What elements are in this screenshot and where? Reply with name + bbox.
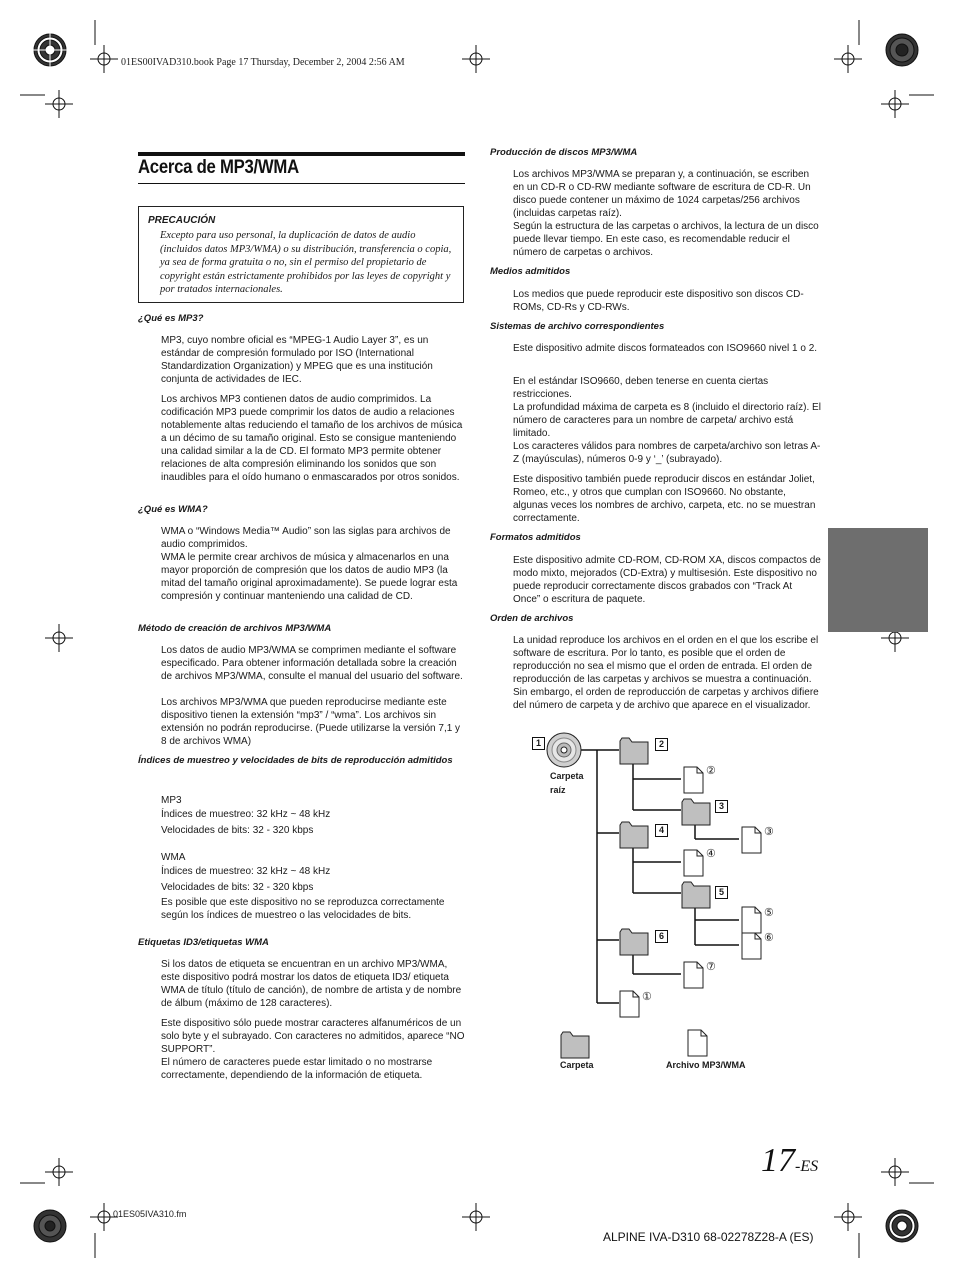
paragraph: La unidad reproduce los archivos en el orden en el que los escribe el software de escritura. Por lo tanto, es posible que el orden de reproducción no sea el mismo que el orden de entrada. El orden de reproducción de las carpetas y archivos se muestra a continuación. Sin embargo, el orden de reproducción de carpetas y archivos difiere del número de carpeta y de archivo que aparece en el visualizador. — [513, 635, 819, 711]
paragraph: Los medios que puede reproducir este dispositivo son discos CD-ROMs, CD-Rs y CD-RWs. — [513, 289, 804, 313]
rates-mp3-label: MP3 — [161, 795, 182, 806]
circle-label-7: ⑦ — [706, 961, 716, 973]
rates-mp3-bitrate: Velocidades de bits: 32 - 320 kbps — [161, 825, 314, 836]
page-number-suffix: -ES — [795, 1158, 819, 1175]
circle-label-2: ② — [706, 765, 716, 777]
page-number — [761, 1142, 818, 1180]
folder-icon — [620, 822, 648, 848]
rates-wma-sampling: Índices de muestreo: 32 kHz ~ 48 kHz — [161, 866, 331, 877]
rates-wma-bitrate: Velocidades de bits: 32 - 320 kbps — [161, 882, 314, 893]
section-heading-production: Producción de discos MP3/WMA — [490, 147, 638, 158]
legend-file-icon — [688, 1030, 707, 1056]
paragraph: Este dispositivo admite CD-ROM, CD-ROM XA, discos compactos de modo mixto, mejorados (CD-Extra) y multisesión. Este dispositivo no puede reproducir correctamente discos grabados con “Track At Once” o escritura de paquete. — [513, 555, 821, 605]
page-title: Acerca de MP3/WMA — [138, 157, 299, 178]
paragraph: El número de caracteres puede estar limitado o no mostrarse correctamente, dependiendo de la información de etiqueta. — [161, 1057, 433, 1081]
page-number-value: 17 — [761, 1142, 795, 1179]
folder-icon — [620, 738, 648, 764]
rates-wma-label: WMA — [161, 852, 186, 863]
paragraph: Los archivos MP3 contienen datos de audio comprimidos. La codificación MP3 puede comprimir los datos de audio a relaciones notablemente altas reduciendo el tamaño de los archivos de música a un décimo de su tamaño original. Esto se consigue manteniendo una calidad similar a la de CD. El formato MP3 permite obtener relaciones de alta compresión eliminando los sonidos que son inaudibles para el oído humano o enmascarados por otros sonidos. — [161, 394, 463, 483]
paragraph: WMA o “Windows Media™ Audio” son las siglas para archivos de audio comprimidos. — [161, 526, 451, 550]
section-heading-what-wma: ¿Qué es WMA? — [138, 504, 208, 515]
paragraph: Los archivos MP3/WMA que pueden reproducirse mediante este dispositivo tienen la extensión “mp3” / “wma”. Los archivos sin extensión no podrán reproducirse. (Puede utilizarse la versión 7,1 y 8 de archivos WMA) — [161, 697, 461, 747]
file-icon — [742, 907, 761, 933]
box-label-5: 5 — [715, 886, 728, 899]
print-meta-top: 01ES00IVAD310.book Page 17 Thursday, December 2, 2004 2:56 AM — [121, 57, 405, 68]
box-label-4: 4 — [655, 824, 668, 837]
paragraph: Este dispositivo también puede reproducir discos en estándar Joliet, Romeo, etc., y otros que cumplan con ISO9660. No obstante, algunas veces los nombres de archivo, carpeta, etc. no se muestran correctamente. — [513, 474, 816, 524]
folder-icon — [620, 929, 648, 955]
paragraph: En el estándar ISO9660, deben tenerse en cuenta ciertas restricciones. — [513, 376, 769, 400]
folder-icon — [682, 882, 710, 908]
circle-label-1: ① — [642, 991, 652, 1003]
box-label-2: 2 — [655, 738, 668, 751]
legend-file-label: Archivo MP3/WMA — [666, 1060, 746, 1070]
rates-mp3-sampling: Índices de muestreo: 32 kHz ~ 48 kHz — [161, 809, 331, 820]
section-heading-order: Orden de archivos — [490, 613, 574, 624]
box-label-1: 1 — [532, 737, 545, 750]
file-icon — [620, 991, 639, 1017]
root-folder-label-1: Carpeta — [550, 771, 584, 781]
section-heading-filesystems: Sistemas de archivo correspondientes — [490, 321, 665, 332]
circle-label-5: ⑤ — [764, 907, 774, 919]
box-label-3: 3 — [715, 800, 728, 813]
section-heading-method: Método de creación de archivos MP3/WMA — [138, 623, 332, 634]
section-heading-what-mp3: ¿Qué es MP3? — [138, 313, 204, 324]
paragraph: Los datos de audio MP3/WMA se comprimen mediante el software especificado. Para obtener información detallada sobre la creación de archivos MP3/WMA, consulte el manual del usuario del software. — [161, 645, 463, 682]
caution-text: Excepto para uso personal, la duplicación de datos de audio (incluidos datos MP3/WMA) o su distribución, transferencia o copia, ya sea de forma gratuita o no, sin el permiso del propietario de copyright están estrictamente prohibidos por las leyes de copyright y por tratados internacionales. — [160, 230, 452, 295]
file-icon — [742, 827, 761, 853]
box-label-6: 6 — [655, 930, 668, 943]
paragraph: MP3, cuyo nombre oficial es “MPEG-1 Audio Layer 3”, es un estándar de compresión formulado por ISO (International Standardization Organization) y MPEG que es una institución conjunta de actividades de IEC. — [161, 335, 433, 385]
print-meta-bottom: 01ES05IVA310.fm — [113, 1209, 187, 1219]
file-icon — [684, 850, 703, 876]
paragraph: La profundidad máxima de carpeta es 8 (incluido el directorio raíz). El número de caracteres para un nombre de carpeta/ archivo está limitado. — [513, 402, 821, 439]
caution-heading: PRECAUCIÓN — [148, 215, 216, 226]
circle-label-6: ⑥ — [764, 932, 774, 944]
paragraph: Según la estructura de las carpetas o archivos, la lectura de un disco puede llevar tiempo. En este caso, es recomendable reducir el número de carpetas o archivos. — [513, 221, 819, 258]
file-icon — [684, 962, 703, 988]
circle-label-3: ③ — [764, 826, 774, 838]
paragraph: Este dispositivo sólo puede mostrar caracteres alfanuméricos de un solo byte y el subrayado. Con caracteres no admitidos, aparece “NO SUPPORT”. — [161, 1018, 465, 1055]
paragraph: Los caracteres válidos para nombres de carpeta/archivo son letras A-Z (mayúsculas), números 0-9 y ‘_’ (subrayado). — [513, 441, 821, 465]
section-heading-tags: Etiquetas ID3/etiquetas WMA — [138, 937, 269, 948]
footer-code: ALPINE IVA-D310 68-02278Z28-A (ES) — [603, 1230, 814, 1244]
section-heading-media: Medios admitidos — [490, 266, 571, 277]
disc-icon — [547, 733, 581, 767]
circle-label-4: ④ — [706, 848, 716, 860]
legend-folder-label: Carpeta — [560, 1060, 594, 1070]
paragraph: Este dispositivo admite discos formateados con ISO9660 nivel 1 o 2. — [513, 343, 818, 354]
rates-note: Es posible que este dispositivo no se reproduzca correctamente según los índices de muestreo o las velocidades de bits. — [161, 897, 445, 921]
file-icon — [684, 767, 703, 793]
section-heading-formats: Formatos admitidos — [490, 532, 581, 543]
legend-folder-icon — [561, 1032, 589, 1058]
section-heading-rates: Índices de muestreo y velocidades de bits de reproducción admitidos — [138, 755, 453, 766]
paragraph: WMA le permite crear archivos de música y almacenarlos en una mayor proporción de compresión que los datos de audio MP3 (la mitad del tamaño original aproximadamente). Se puede lograr esta compresión y continuar manteniendo una calidad de CD. — [161, 552, 458, 602]
file-icon — [742, 933, 761, 959]
folder-icon — [682, 799, 710, 825]
root-folder-label-2: raíz — [550, 785, 566, 795]
paragraph: Si los datos de etiqueta se encuentran en un archivo MP3/WMA, este dispositivo podrá mostrar los datos de etiqueta ID3/ etiqueta WMA de título (título de canción), de nombre de artista y de nombre de álbum (máximo de 128 caracteres). — [161, 959, 462, 1009]
paragraph: Los archivos MP3/WMA se preparan y, a continuación, se escriben en un CD-R o CD-RW mediante software de escritura de CD-R. Un disco puede contener un máximo de 1024 carpetas/256 archivos (incluidas carpetas raíz). — [513, 169, 811, 219]
